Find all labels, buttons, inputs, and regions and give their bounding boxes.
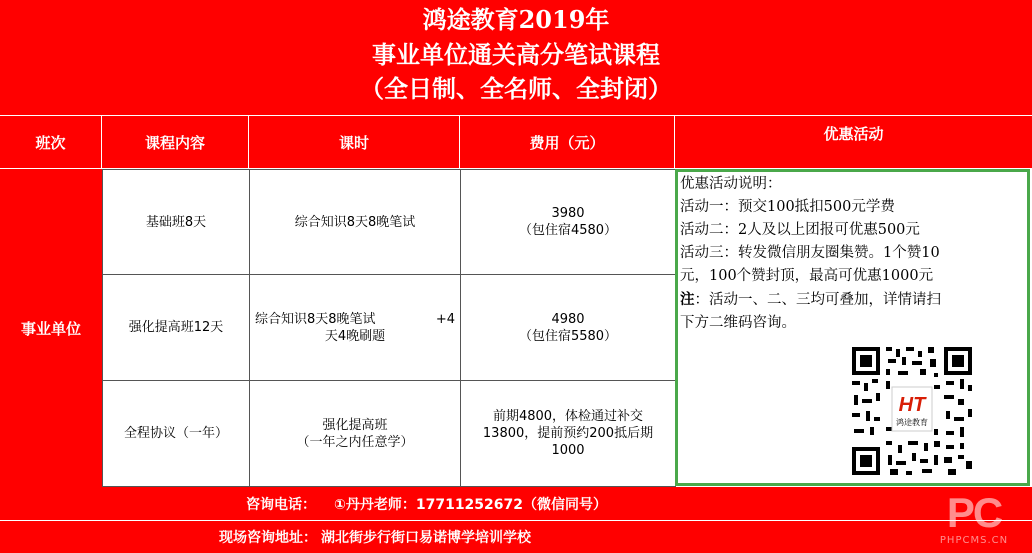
row3-hours-line1: 强化提高班 [322,417,388,433]
consult-phone-label: 咨询电话： [246,496,316,513]
row2-fee [460,274,676,381]
row2-course [102,274,250,381]
row2-fee-price: 4980 [551,311,585,327]
row1-hours-text: 综合知识8天8晚笔试 [294,214,416,230]
promo-note-line2: 下方二维码咨询。 [680,315,796,331]
header-course-content: 课程内容 [102,116,249,168]
header-promotion: 优惠活动 [675,116,1032,151]
row3-hours [249,380,461,487]
watermark-logo [924,491,1024,551]
row2-hours-plus: +4 [435,311,455,327]
row3-fee-line2: 13800，提前预约200抵后期 [482,426,654,441]
row3-hours-line2: （一年之内任意学） [296,434,414,450]
promo-note-head: 注 [680,291,695,308]
promo-activity-2: 活动二：2人及以上团报可优惠500元 [680,222,920,238]
promo-note-line1 [680,288,1027,312]
address-value: 湖北街步行街口易诺博学培训学校 [321,530,531,546]
row1-fee-price: 3980 [551,206,585,221]
qr-logo-letters: HT [898,394,926,416]
row1-fee-note: （包住宿4580） [518,223,618,238]
row3-fee-line3: 1000 [551,443,585,458]
row3-fee-line1: 前期4800，体检通过补交 [492,409,644,424]
header-hours: 课时 [249,116,460,168]
row2-course-text: 强化提高班12天 [128,320,224,335]
address-label: 现场咨询地址： [219,530,317,546]
promo-header-strip [675,151,1032,168]
row2-hours [249,274,461,381]
row1-hours [249,169,461,275]
qr-logo-text: 鸿途教育 [896,418,928,427]
promo-activity-1: 活动一：预交100抵扣500元学费 [680,199,895,215]
footer-phone-bar [0,487,1032,520]
title-banner [0,0,1032,115]
row3-course-text: 全程协议（一年） [123,426,228,441]
row2-hours-main: 综合知识8天8晚笔试 [255,311,376,327]
title-line-3: （全日制、全名师、全封闭） [360,74,672,103]
header-class: 班次 [0,116,102,168]
promo-activity-3-cont: 元，100个赞封顶，最高可优惠1000元 [680,268,934,284]
row2-fee-note: （包住宿5580） [518,328,618,344]
unit-label: 事业单位 [0,169,102,487]
title-line-1: 鸿途教育2019年 [422,5,610,34]
row3-fee [460,380,676,487]
row1-fee [460,169,676,275]
footer-address-bar [0,521,1032,553]
title-line-2: 事业单位通关高分笔试课程 [372,40,660,69]
promo-note-text: ：活动一、二、三均可叠加，详情请扫 [694,292,941,308]
consult-phone-value: ①丹丹老师：17711252672（微信同号） [334,496,608,513]
header-fee: 费用（元） [460,116,675,168]
promo-activity-3: 活动三：转发微信朋友圈集赞。1个赞10 [680,245,940,261]
row1-course [102,169,250,275]
wechat-qr-code [850,345,974,477]
row2-hours-line1 [255,311,455,328]
row1-course-text: 基础班8天 [145,214,207,230]
row3-course [102,380,250,487]
watermark-url: PHPCMS.CN [939,535,1009,546]
promo-title: 优惠活动说明： [680,176,782,192]
promotion-box [675,169,1030,486]
watermark-letters: PC [946,489,1002,536]
row2-hours-extra: 天4晚刷题 [324,328,386,344]
